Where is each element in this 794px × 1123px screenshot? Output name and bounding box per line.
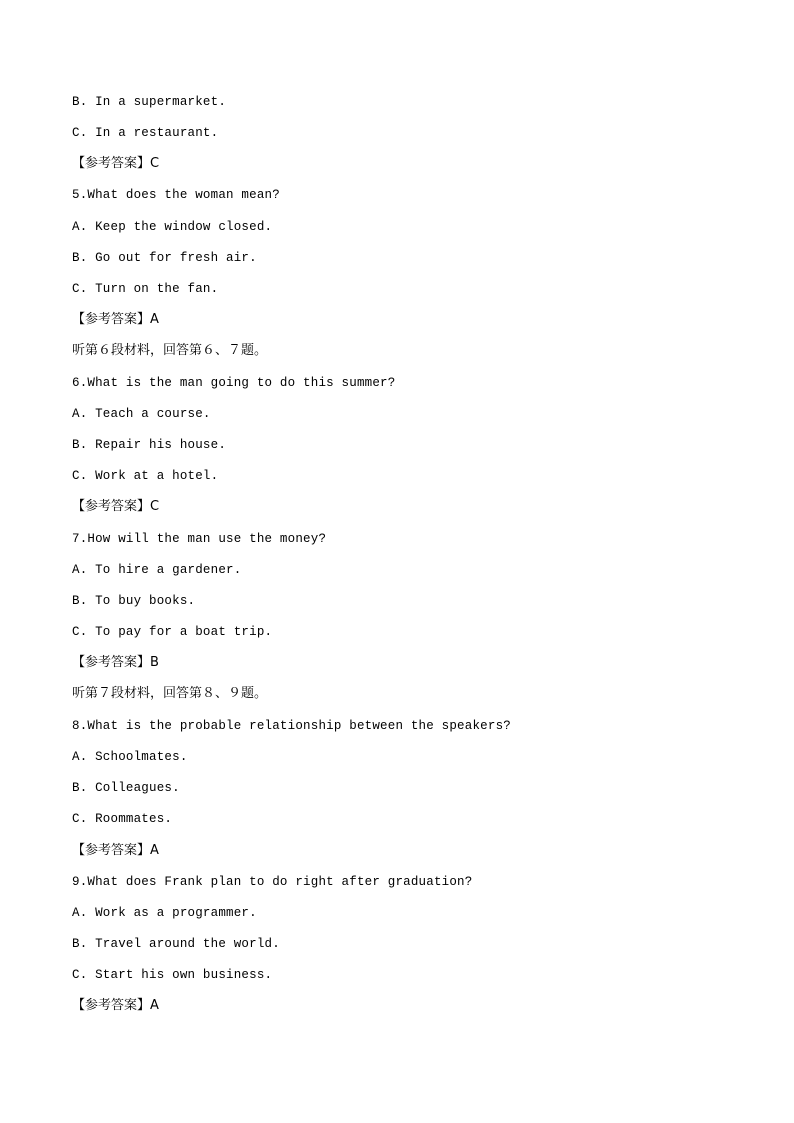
question-8: 8.What is the probable relationship between the speakers? (72, 719, 511, 733)
option-b-q5: B. Go out for fresh air. (72, 251, 257, 265)
option-a-q5: A. Keep the window closed. (72, 220, 273, 234)
option-c-q8: C. Roommates. (72, 812, 173, 826)
question-6: 6.What is the man going to do this summer? (72, 376, 396, 390)
option-b-q4: B. In a supermarket. (72, 95, 227, 109)
answer-key-q4: 【参考答案】C (72, 156, 160, 171)
option-c-q7: C. To pay for a boat trip. (72, 625, 273, 639)
section-instruction-7: 听第７段材料，回答第８、９题。 (72, 686, 268, 701)
option-a-q7: A. To hire a gardener. (72, 563, 242, 577)
option-b-q9: B. Travel around the world. (72, 937, 280, 951)
option-b-q7: B. To buy books. (72, 594, 196, 608)
answer-key-q8: 【参考答案】A (72, 843, 159, 858)
option-b-q6: B. Repair his house. (72, 438, 227, 452)
answer-key-q9: 【参考答案】A (72, 998, 159, 1013)
answer-key-q6: 【参考答案】C (72, 499, 160, 514)
option-a-q6: A. Teach a course. (72, 407, 211, 421)
question-7: 7.How will the man use the money? (72, 532, 327, 546)
answer-key-q5: 【参考答案】A (72, 312, 159, 327)
question-9: 9.What does Frank plan to do right after graduation? (72, 875, 473, 889)
option-c-q4: C. In a restaurant. (72, 126, 219, 140)
question-5: 5.What does the woman mean? (72, 188, 280, 202)
option-c-q5: C. Turn on the fan. (72, 282, 219, 296)
answer-key-q7: 【参考答案】B (72, 655, 159, 670)
section-instruction-6: 听第６段材料，回答第６、７题。 (72, 343, 268, 358)
option-a-q8: A. Schoolmates. (72, 750, 188, 764)
option-b-q8: B. Colleagues. (72, 781, 180, 795)
option-c-q9: C. Start his own business. (72, 968, 273, 982)
option-a-q9: A. Work as a programmer. (72, 906, 257, 920)
option-c-q6: C. Work at a hotel. (72, 469, 219, 483)
